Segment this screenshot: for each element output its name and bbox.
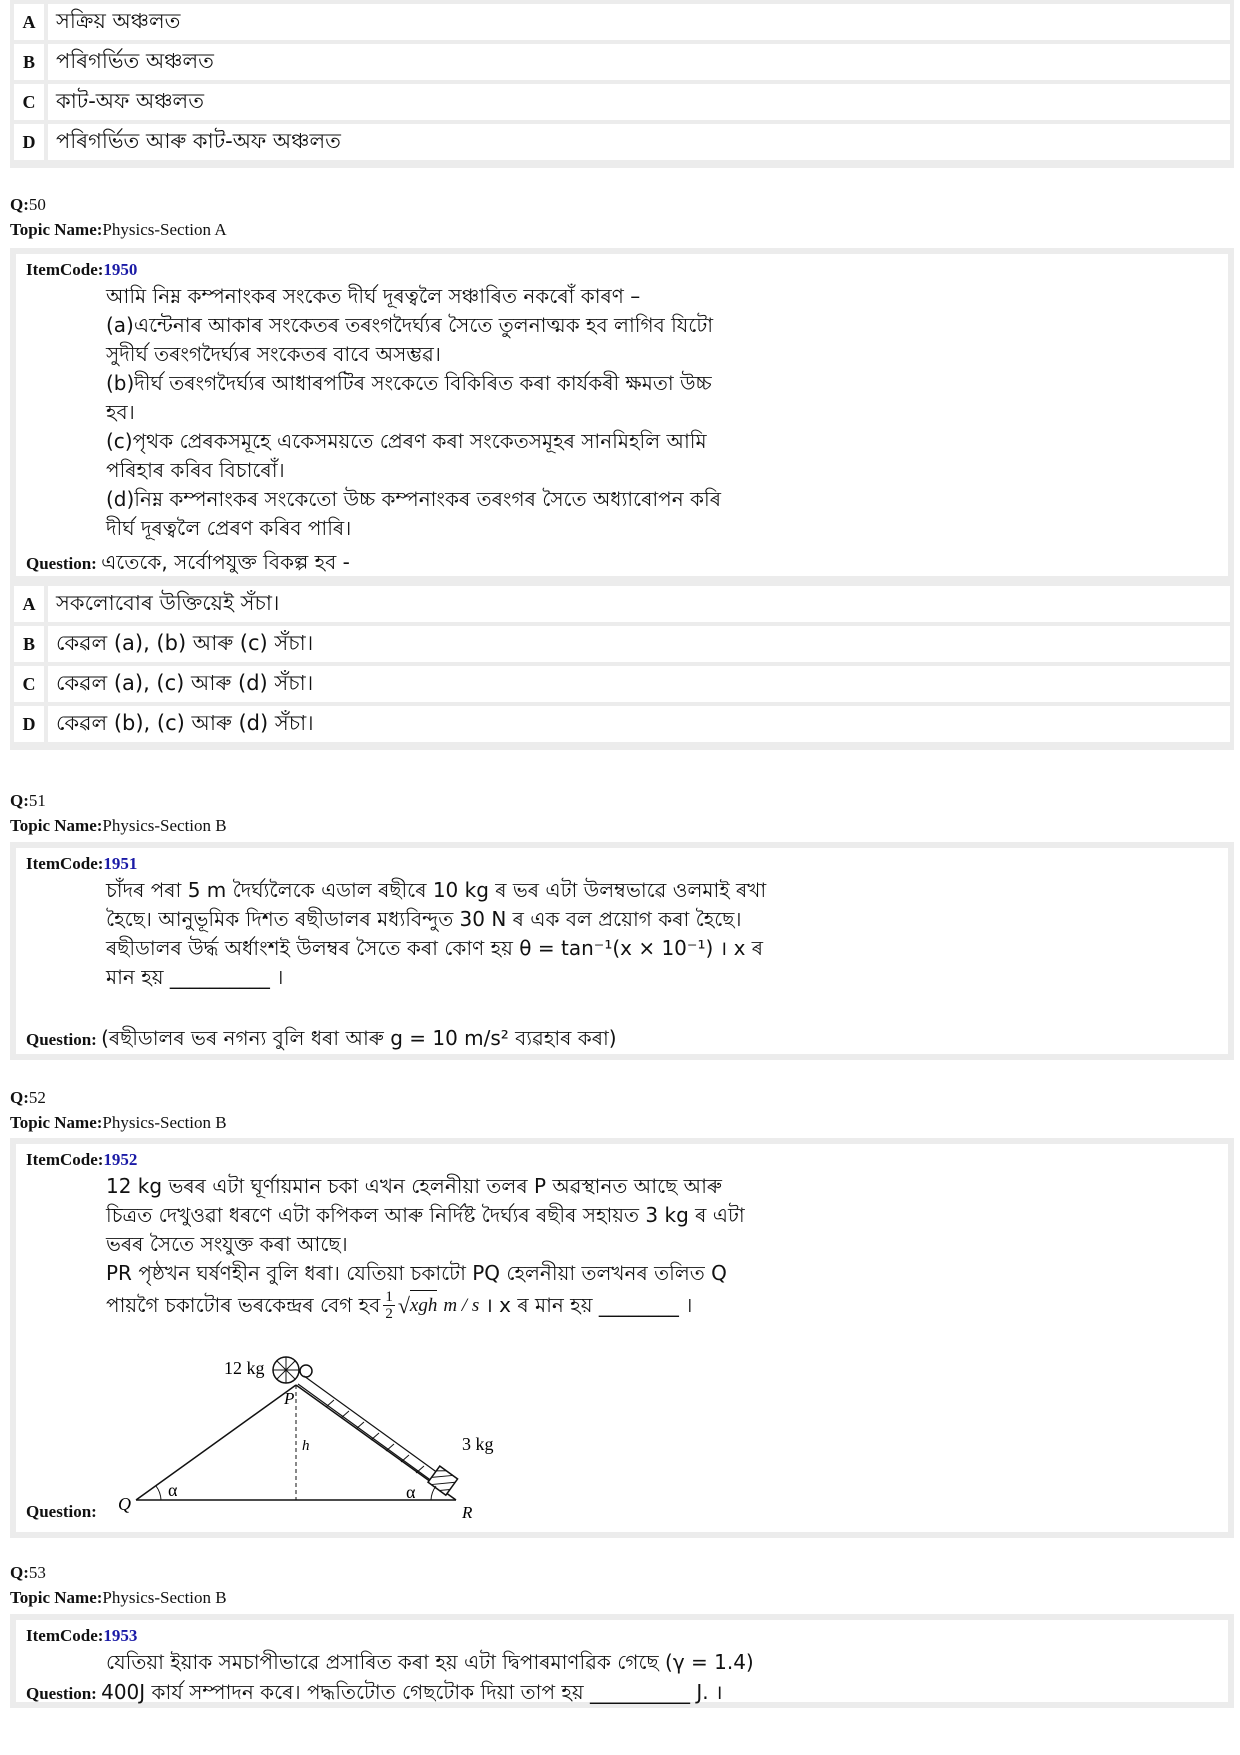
- svg-text:Q: Q: [118, 1494, 131, 1514]
- q53-card: [10, 1614, 1234, 1708]
- svg-text:α: α: [168, 1480, 178, 1500]
- svg-text:R: R: [462, 1503, 473, 1520]
- item-code: ItemCode:1952: [26, 1150, 138, 1169]
- option-d[interactable]: D পৰিগৰ্ভিত আৰু কাট-অফ অঞ্চলত: [14, 124, 1230, 160]
- question-body: আমি নিম্ন কম্পনাংকৰ সংকেত দীৰ্ঘ দূৰত্বলৈ সঞ্চাৰিত নকৰোঁ কাৰণ – (a)এন্টেনাৰ আকাৰ সংকেতৰ তৰংগদৈৰ্ঘ্যৰ সৈতে তুলনাত্মক হব লাগিব যিটো সুদীৰ্ঘ তৰংগদৈৰ্ঘ্যৰ সংকেতৰ বাবে অসম্ভৱ। (b)দীৰ্ঘ তৰংগদৈৰ্ঘ্যৰ আধাৰপটিৰ সংকেতে বিকিৰিত কৰা কাৰ্যকৰী ক্ষমতা উচ্চ হব। (c)পৃথক প্ৰেৰকসমূহে একেসময়তে প্ৰেৰণ কৰা সংকেতসমূহৰ সানমিহলি আমি পৰিহাৰ কৰিব বিচাৰোঁ। (d)নিম্ন কম্পনাংকৰ সংকেতো উচ্চ কম্পনাংকৰ তৰংগৰ সৈতে অধ্যাৰোপন কৰি দীৰ্ঘ দূৰত্বলৈ প্ৰেৰণ কৰিব পাৰি।: [106, 284, 722, 540]
- option-a[interactable]: A সক্ৰিয় অঞ্চলত: [14, 4, 1230, 40]
- q49-options: [10, 0, 1234, 168]
- question-label: Question: এতেকে, সৰ্বোপযুক্ত বিকল্প হব -: [26, 550, 350, 574]
- q52-card: [10, 1138, 1234, 1538]
- q51-card: [10, 842, 1234, 1060]
- option-b[interactable]: B পৰিগৰ্ভিত অঞ্চলত: [14, 44, 1230, 80]
- item-code: ItemCode:1951: [26, 854, 138, 873]
- svg-text:3 kg: 3 kg: [462, 1434, 494, 1454]
- item-code: ItemCode:1953: [26, 1626, 138, 1645]
- incline-pulley-figure: [106, 1340, 566, 1520]
- q51-header: Q:51 Topic Name:Physics-Section B: [10, 791, 227, 835]
- question-label: Question: 400J কাৰ্য সম্পাদন কৰে। পদ্ধতিটোত গেছটোক দিয়া তাপ হয় __________ J. ।: [26, 1680, 723, 1704]
- svg-text:12 kg: 12 kg: [224, 1358, 265, 1378]
- svg-text:h: h: [302, 1438, 310, 1454]
- option-a[interactable]: A সকলোবোৰ উক্তিয়েই সঁচা।: [14, 586, 1230, 622]
- q50-options: [10, 578, 1234, 750]
- option-c[interactable]: C কাট-অফ অঞ্চলত: [14, 84, 1230, 120]
- option-c[interactable]: C কেৱল (a), (c) আৰু (d) সঁচা।: [14, 666, 1230, 702]
- option-b[interactable]: B কেৱল (a), (b) আৰু (c) সঁচা।: [14, 626, 1230, 662]
- svg-text:P: P: [284, 1389, 295, 1408]
- q53-header: Q:53 Topic Name:Physics-Section B: [10, 1563, 227, 1607]
- question-label: Question:: [26, 1502, 97, 1521]
- q52-header: Q:52 Topic Name:Physics-Section B: [10, 1088, 227, 1132]
- question-label: Question: (ৰছীডালৰ ভৰ নগন্য বুলি ধৰা আৰু g = 10 m/s² ব্যৱহাৰ কৰা): [26, 1026, 617, 1050]
- q50-header: Q:50 Topic Name:Physics-Section A: [10, 195, 227, 239]
- question-body: যেতিয়া ইয়াক সমচাপীভাৱে প্ৰসাৰিত কৰা হয় এটা দ্বিপাৰমাণৱিক গেছে (γ = 1.4): [106, 1650, 754, 1674]
- question-body: 12 kg ভৰৰ এটা ঘূৰ্ণায়মান চকা এখন হেলনীয়া তলৰ P অৱস্থানত আছে আৰু চিত্ৰত দেখুওৱা ধৰণে এটা কপিকল আৰু নিৰ্দিষ্ট দৈৰ্ঘ্যৰ ৰছীৰ সহায়ত 3 kg ৰ এটা ভৰৰ সৈতে সংযুক্ত কৰা আছে। PR পৃষ্ঠখন ঘৰ্ষণহীন বুলি ধৰা। যেতিয়া চকাটো PQ হেলনীয়া তলখনৰ তলিত Q পায়গৈ চকাটোৰ ভৰকেন্দ্ৰৰ বেগ হব 1 2 √ xgh m / s । x ৰ মান হয় ________ ।: [106, 1174, 745, 1322]
- svg-text:α: α: [406, 1482, 416, 1502]
- item-code: ItemCode:1950: [26, 260, 138, 279]
- option-d[interactable]: D কেৱল (b), (c) আৰু (d) সঁচা।: [14, 706, 1230, 742]
- q50-card: [10, 248, 1234, 582]
- question-body: চাঁদৰ পৰা 5 m দৈৰ্ঘ্যলৈকে এডাল ৰছীৰে 10 kg ৰ ভৰ এটা উলম্বভাৱে ওলমাই ৰখা হৈছে। আনুভূমিক দিশত ৰছীডালৰ মধ্যবিন্দুত 30 N ৰ এক বল প্ৰয়োগ কৰা হৈছে। ৰছীডালৰ উৰ্দ্ধ অৰ্ধাংশই উলম্বৰ সৈতে কৰা কোণ হয় θ = tan⁻¹(x × 10⁻¹) । x ৰ মান হয় __________ ।: [106, 878, 767, 989]
